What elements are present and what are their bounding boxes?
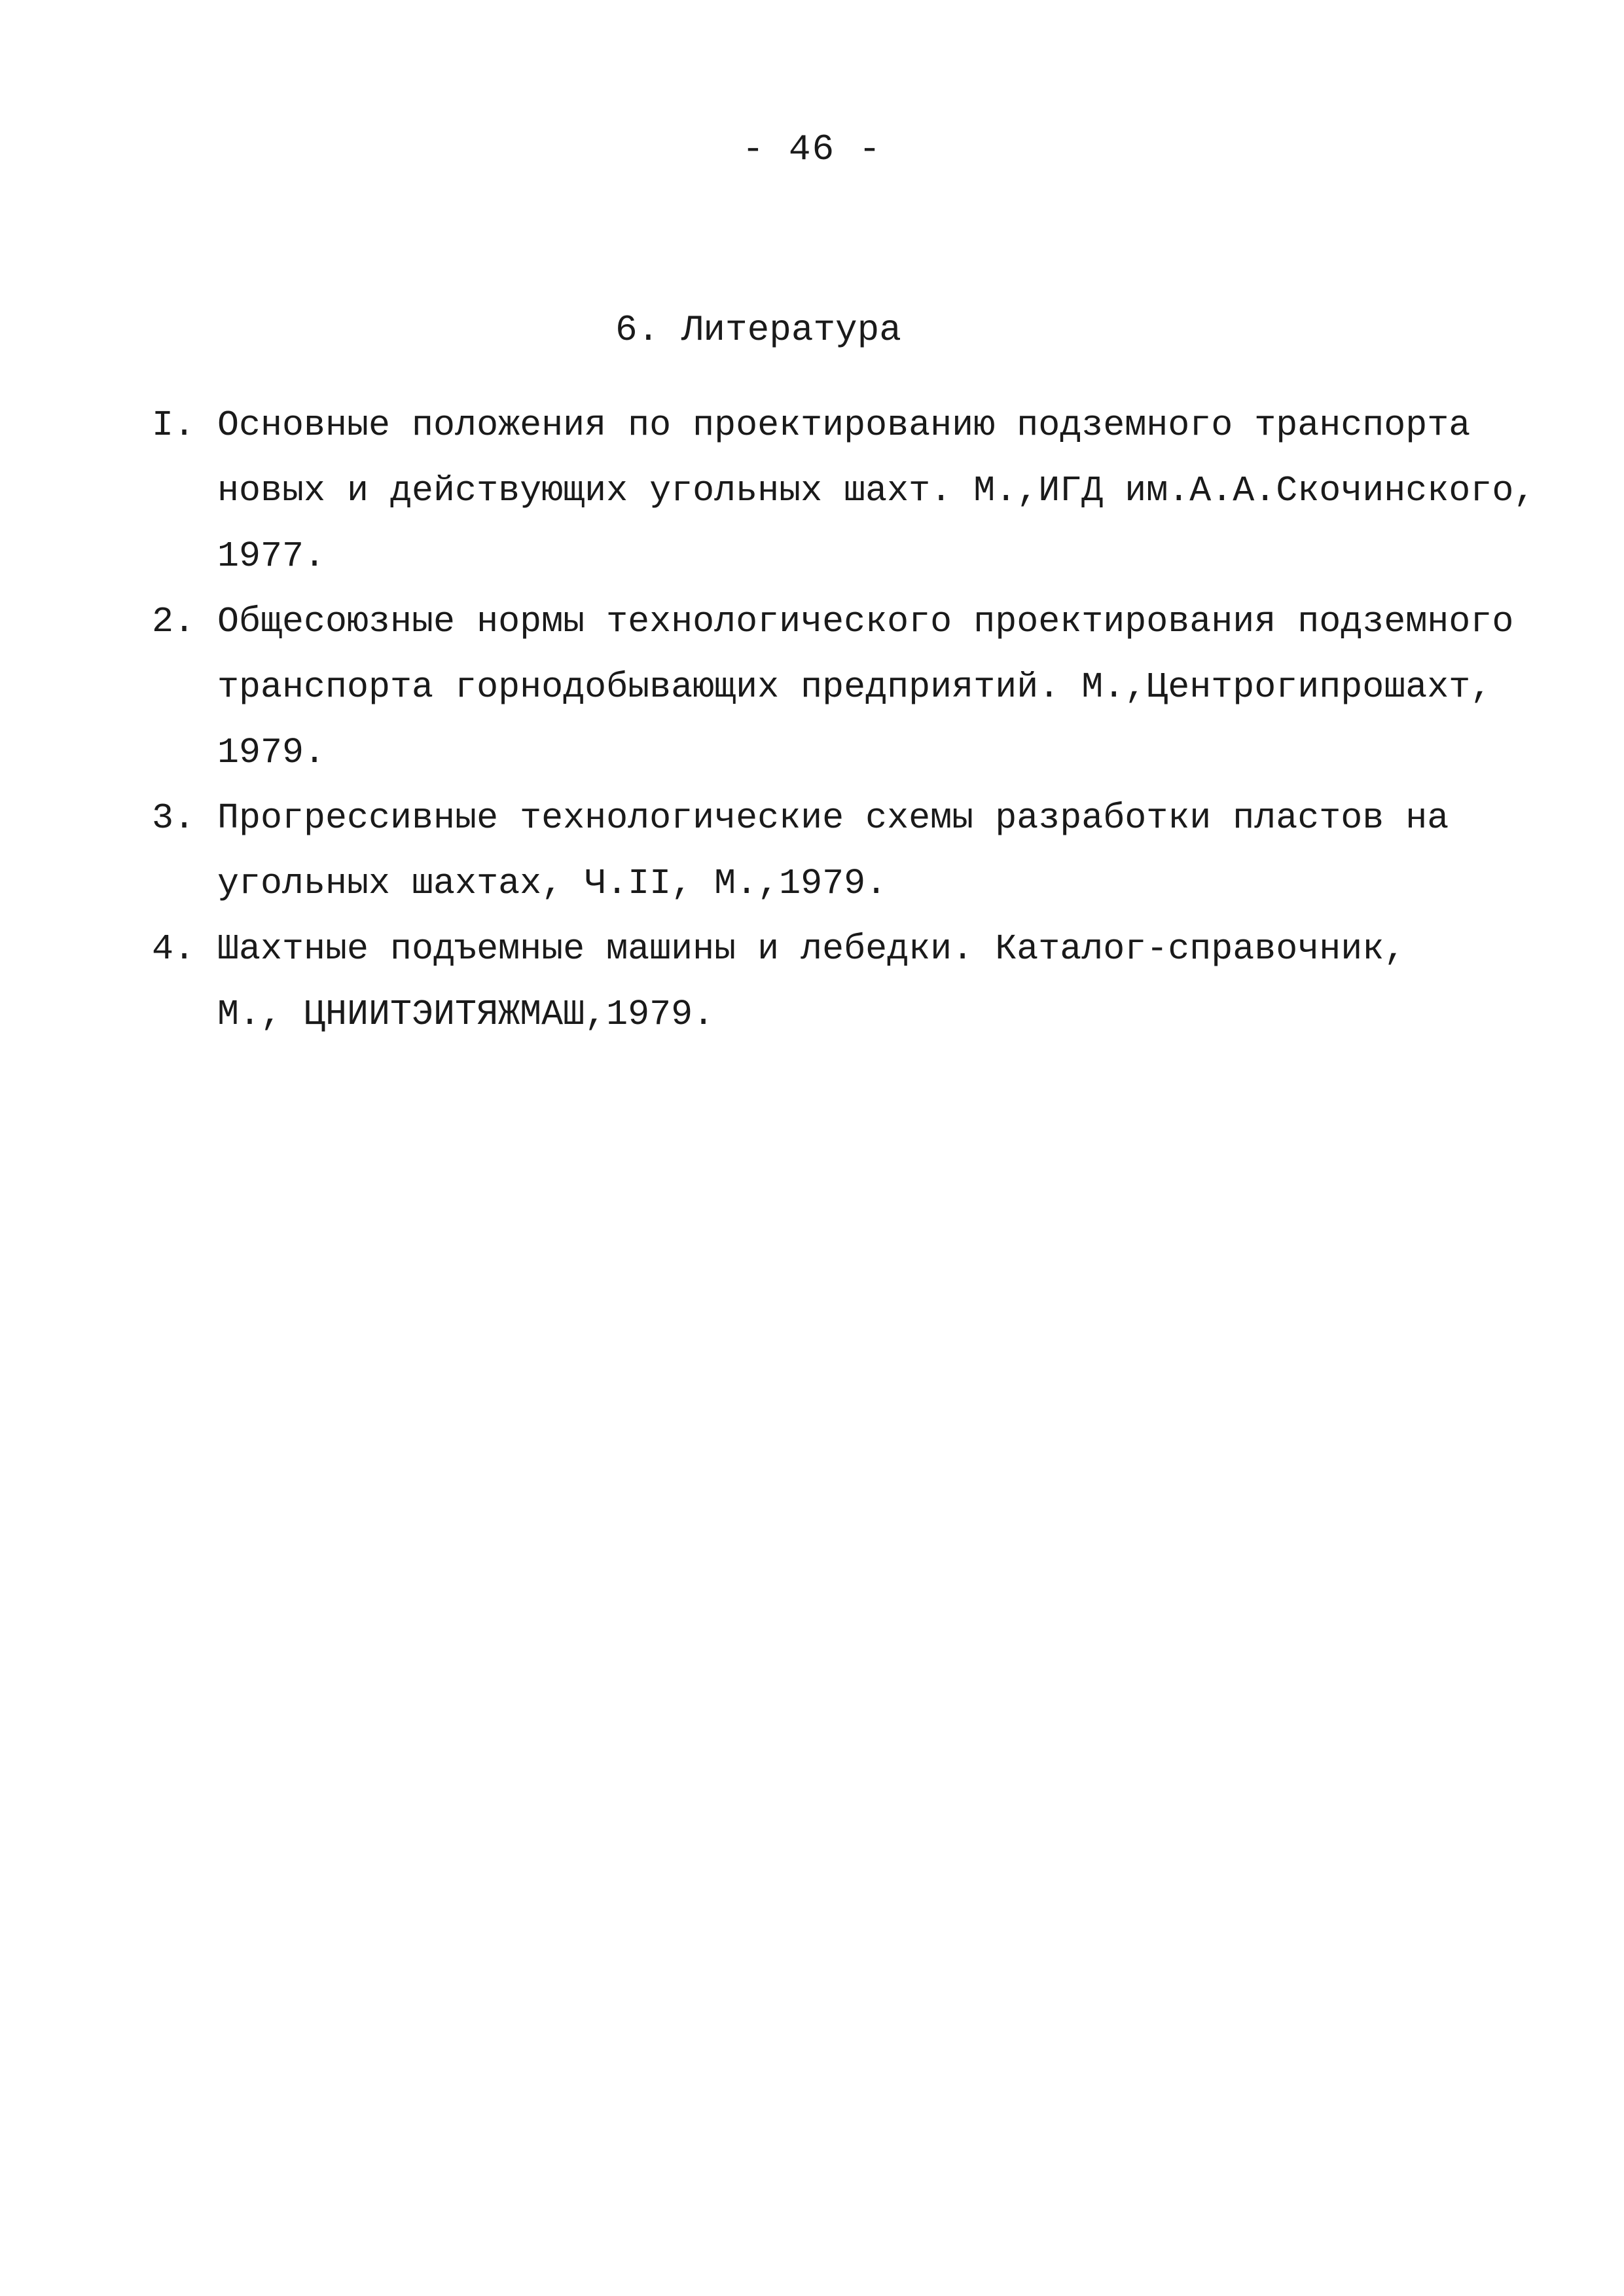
reference-number: 3. [152, 797, 196, 839]
reference-text-line: Прогрессивные технологические схемы разработки пластов на [217, 797, 1449, 839]
reference-item [152, 589, 1526, 786]
reference-text-line: транспорта горнодобывающих предприятий. М.,Центрогипрошахт, [217, 666, 1492, 708]
reference-text-line: новых и действующих угольных шахт. М.,ИГД им.А.А.Скочинского, [217, 470, 1536, 511]
reference-text-line: 1979. [217, 732, 326, 773]
reference-number: I. [152, 405, 196, 446]
reference-number: 4. [152, 928, 196, 970]
reference-text-line: Шахтные подъемные машины и лебедки. Каталог-справочник, [217, 928, 1406, 970]
reference-text-line: М., ЦНИИТЭИТЯЖМАШ,1979. [217, 994, 715, 1035]
reference-number: 2. [152, 601, 196, 642]
reference-text-line: 1977. [217, 536, 326, 577]
reference-text-line: Общесоюзные нормы технологического проектирования подземного [217, 601, 1514, 642]
reference-text-line: угольных шахтах, Ч.II, М.,1979. [217, 863, 888, 904]
reference-text-line: Основные положения по проектированию подземного транспорта [217, 405, 1471, 446]
reference-item [152, 786, 1526, 917]
reference-item [152, 917, 1526, 1048]
reference-item [152, 393, 1536, 589]
section-title: 6. Литература [615, 309, 901, 351]
reference-list [152, 393, 1536, 1048]
page-number: - 46 - [742, 128, 882, 170]
